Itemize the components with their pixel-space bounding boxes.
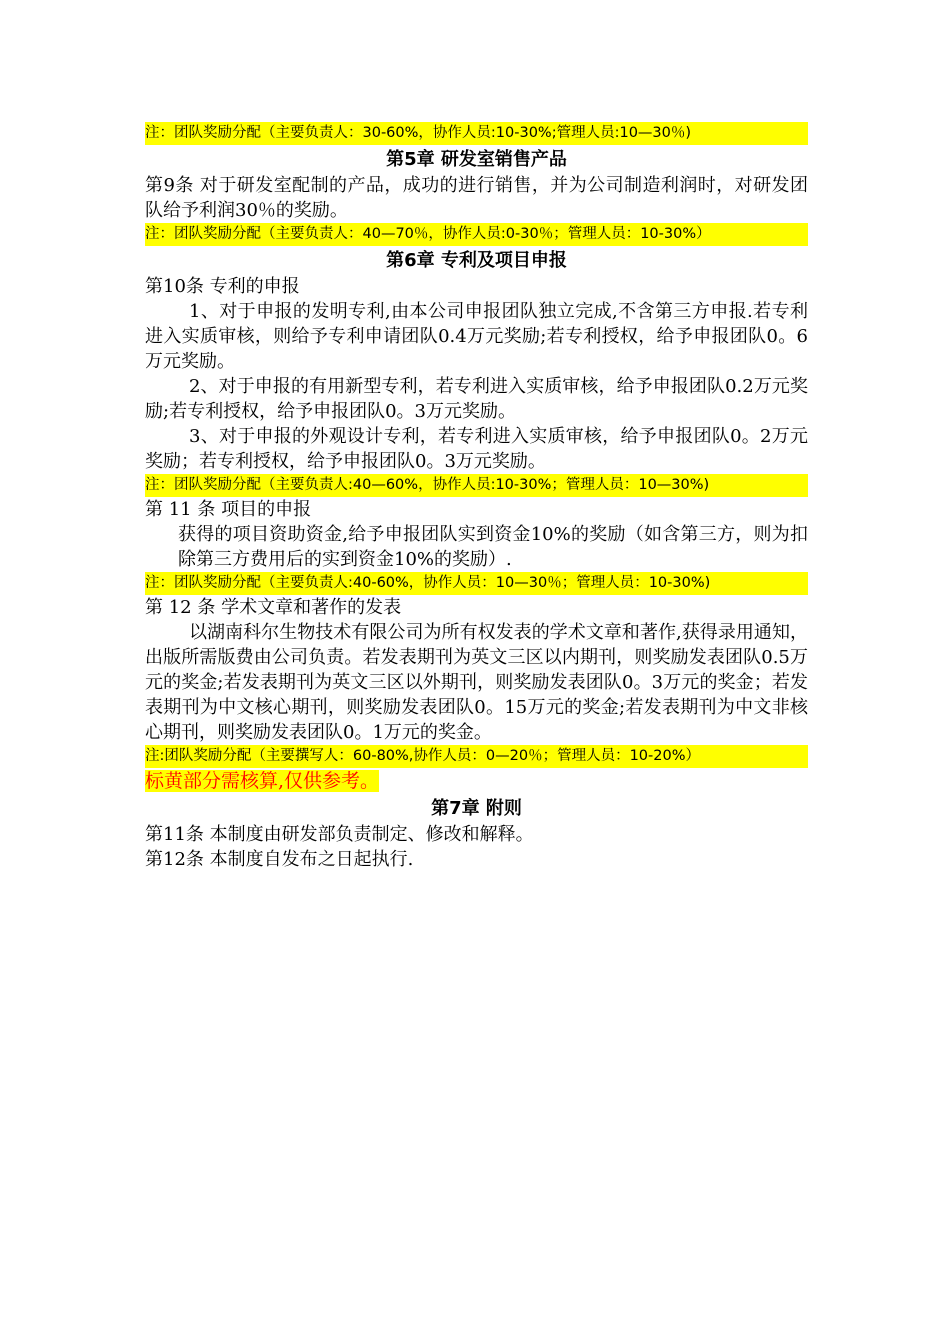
article-9: 第9条 对于研发室配制的产品，成功的进行销售，并为公司制造利润时，对研发团队给予利润30％的奖励。	[145, 175, 808, 221]
article-10-title: 第10条 专利的申报	[145, 276, 300, 297]
note-highlight: 注:团队奖励分配（主要撰写人：60-80%,协作人员：0—20％；管理人员：10-20%）	[145, 745, 808, 768]
article-12-title: 第 12 条 学术文章和著作的发表	[145, 597, 402, 618]
chapter-heading: 第7章 附则	[431, 798, 522, 819]
note-highlight: 注：团队奖励分配（主要负责人：30-60%，协作人员:10-30%;管理人员:10—30％)	[145, 122, 808, 145]
article-10-item-1: 1、对于申报的发明专利,由本公司申报团队独立完成,不含第三方申报.若专利进入实质审核，则给予专利申请团队0.4万元奖励;若专利授权，给予申报团队0。6万元奖励。	[145, 301, 808, 372]
chapter-heading: 第6章 专利及项目申报	[386, 250, 567, 271]
article-10-item-2: 2、对于申报的有用新型专利，若专利进入实质审核，给予申报团队0.2万元奖励;若专利授权，给予申报团队0。3万元奖励。	[145, 376, 808, 422]
article-final-12: 第12条 本制度自发布之日起执行.	[145, 849, 414, 870]
document-page	[145, 122, 808, 872]
note-highlight: 注：团队奖励分配（主要负责人:40-60%，协作人员：10—30％；管理人员：10-30%)	[145, 572, 808, 595]
article-11-title: 第 11 条 项目的申报	[145, 499, 312, 520]
note-highlight: 注：团队奖励分配（主要负责人：40—70％，协作人员:0-30％；管理人员：10-30%）	[145, 223, 808, 246]
article-10-item-3: 3、对于申报的外观设计专利，若专利进入实质审核，给予申报团队0。2万元奖励；若专利授权，给予申报团队0。3万元奖励。	[145, 426, 808, 472]
article-final-11: 第11条 本制度由研发部负责制定、修改和解释。	[145, 824, 534, 845]
chapter-heading: 第5章 研发室销售产品	[386, 149, 567, 170]
warning-text	[145, 768, 808, 794]
article-12-body: 以湖南科尔生物技术有限公司为所有权发表的学术文章和著作,获得录用通知，出版所需版费由公司负责。若发表期刊为英文三区以内期刊，则奖励发表团队0.5万元的奖金;若发表期刊为英文三区以外期刊，则奖励发表团队0。3万元的奖金；若发表期刊为中文核心期刊，则奖励发表团队0。15万元的奖金;若发表期刊为中文非核心期刊，则奖励发表团队0。1万元的奖金。	[145, 622, 808, 743]
warning-highlight: 标黄部分需核算,仅供参考。	[145, 770, 380, 792]
note-highlight: 注：团队奖励分配（主要负责人:40—60%，协作人员:10-30%；管理人员：10—30%)	[145, 474, 808, 497]
article-11-body: 获得的项目资助资金,给予申报团队实到资金10%的奖励（如含第三方，则为扣除第三方费用后的实到资金10%的奖励）.	[178, 524, 808, 570]
